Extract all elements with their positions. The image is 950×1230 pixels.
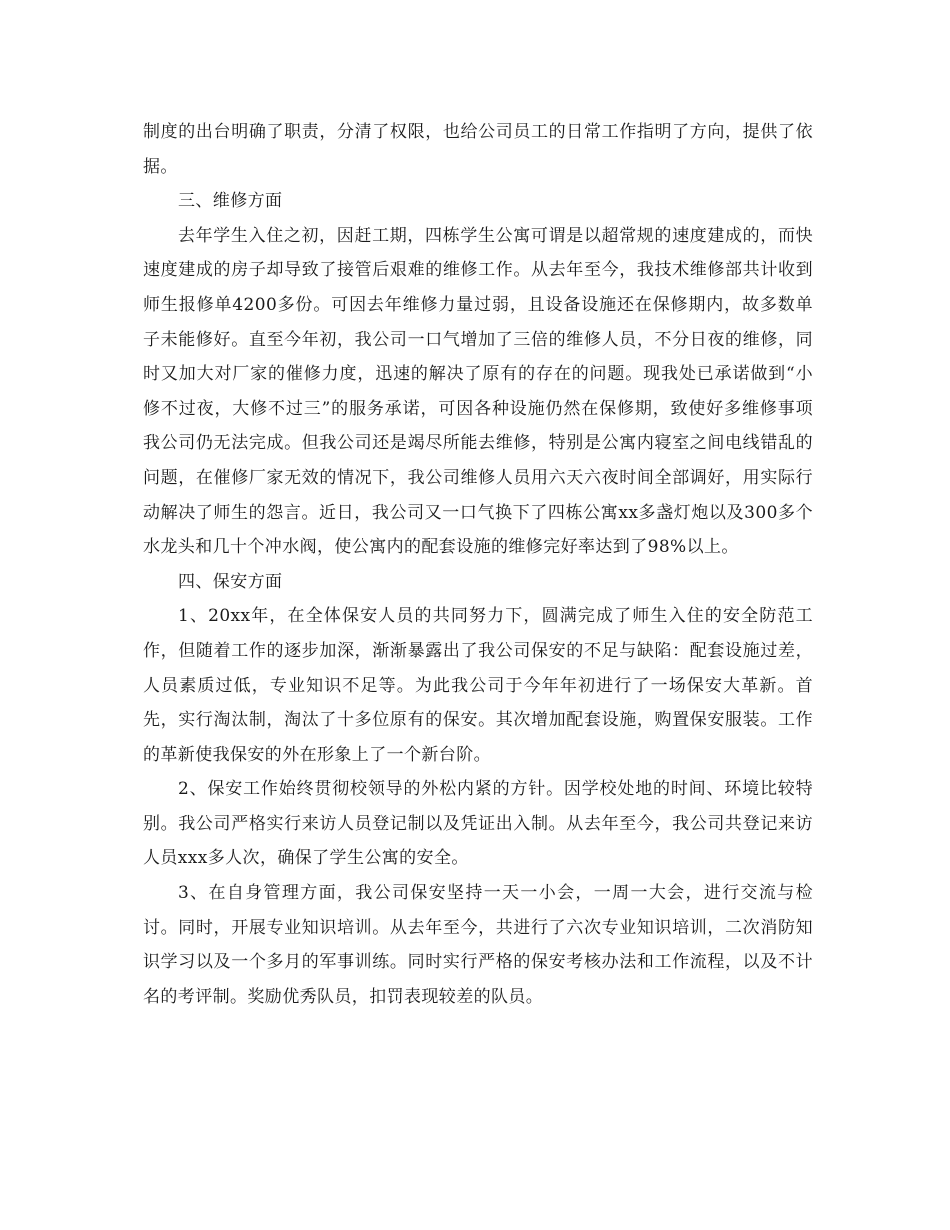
- paragraph-security-3: 3、在自身管理方面，我公司保安坚持一天一小会，一周一大会，进行交流与检讨。同时，开展专业知识培训。从去年至今，共进行了六次专业知识培训，二次消防知识学习以及一个多月的军事训练。同时实行严格的保安考核办法和工作流程，以及不计名的考评制。奖励优秀队员，扣罚表现较差的队员。: [143, 883, 813, 1007]
- paragraph-security-2: 2、保安工作始终贯彻校领导的外松内紧的方针。因学校处地的时间、环境比较特别。我公司严格实行来访人员登记制以及凭证出入制。从去年至今，我公司共登记来访人员xxx多人次，确保了学生公寓的安全。: [143, 779, 813, 869]
- paragraph-maintenance: 去年学生入住之初，因赶工期，四栋学生公寓可谓是以超常规的速度建成的，而快速度建成的房子却导致了接管后艰难的维修工作。从去年至今，我技术维修部共计收到师生报修单4200多份。可因去年维修力量过弱，且设备设施还在保修期内，故多数单子未能修好。直至今年初，我公司一口气增加了三倍的维修人员，不分日夜的维修，同时又加大对厂家的催修力度，迅速的解决了原有的存在的问题。现我处已承诺做到“小修不过夜，大修不过三”的服务承诺，可因各种设施仍然在保修期，致使好多维修事项我公司仍无法完成。但我公司还是竭尽所能去维修，特别是公寓内寝室之间电线错乱的问题，在催修厂家无效的情况下，我公司维修人员用六天六夜时间全部调好，用实际行动解决了师生的怨言。近日，我公司又一口气换下了四栋公寓xx多盏灯炮以及300多个水龙头和几十个冲水阀，使公寓内的配套设施的维修完好率达到了98%以上。: [143, 225, 813, 558]
- section-heading-maintenance: 三、维修方面: [178, 191, 283, 212]
- paragraph-continuation: 制度的出台明确了职责，分清了权限，也给公司员工的日常工作指明了方向，提供了依据。: [143, 122, 813, 177]
- paragraph-security-1: 1、20xx年，在全体保安人员的共同努力下，圆满完成了师生入住的安全防范工作，但随着工作的逐步加深，渐渐暴露出了我公司保安的不足与缺陷：配套设施过差，人员素质过低，专业知识不足等。为此我公司于今年年初进行了一场保安大革新。首先，实行淘汰制，淘汰了十多位原有的保安。其次增加配套设施，购置保安服装。工作的革新使我保安的外在形象上了一个新台阶。: [143, 606, 813, 765]
- section-heading-security: 四、保安方面: [178, 571, 283, 592]
- document-body: [143, 115, 813, 1014]
